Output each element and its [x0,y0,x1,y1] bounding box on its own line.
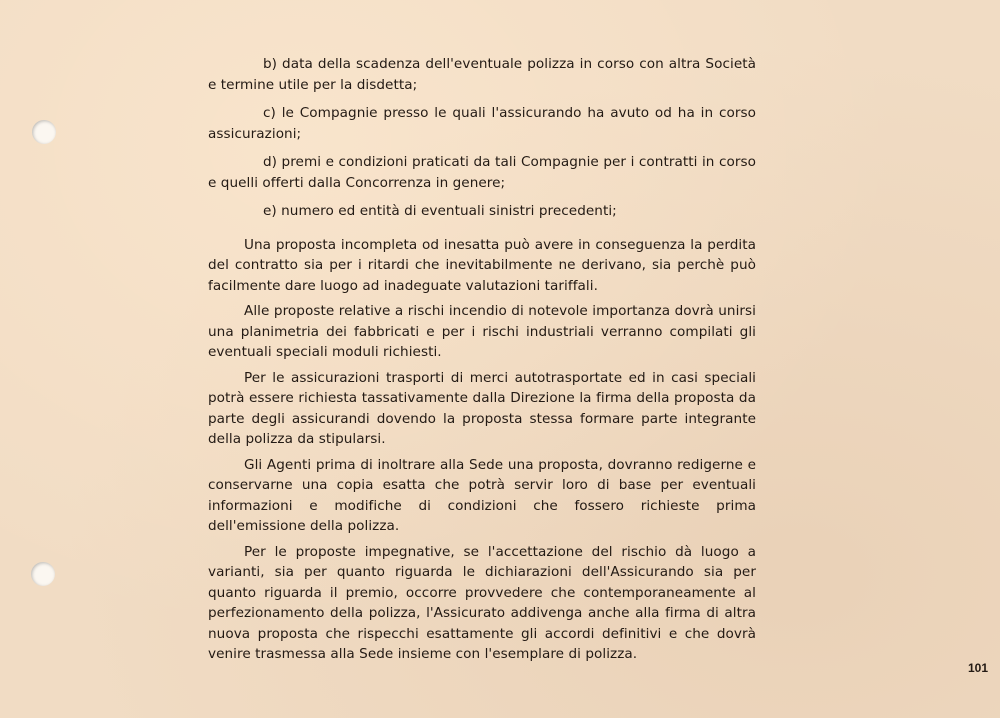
list-item-c: c) le Compagnie presso le quali l'assicurando ha avuto od ha in corso assicurazioni; [208,105,756,142]
paragraph-agents-copy: Gli Agenti prima di inoltrare alla Sede una proposta, dovranno redigerne e conservarne una copia esatta che potrà servir loro di base per eventuali informazioni e modifiche di condizioni che fossero richieste prima dell'emissione della polizza. [208,456,756,534]
paragraph-binding-proposals: Per le proposte impegnative, se l'accettazione del rischio dà luogo a varianti, sia per quanto riguarda le dichiarazioni dell'Assicurando sia per quanto riguarda il premio, occorre provvedere che contemporaneamente al perfezionamento della polizza, l'Assicurato addivenga anche alla firma di altra nuova proposta che rispecchi esattamente gli accordi definitivi e che dovrà venire trasmessa alla Sede insieme con l'esemplare di polizza. [208,543,756,662]
list-item-d: d) premi e condizioni praticati da tali Compagnie per i contratti in corso e quelli offerti dalla Concorrenza in genere; [208,154,756,191]
list-item-b: b) data della scadenza dell'eventuale polizza in corso con altra Società e termine utile per la disdetta; [208,56,756,93]
binder-hole-top [32,120,56,144]
paragraph-incomplete-proposal: Una proposta incompleta od inesatta può avere in conseguenza la perdita del contratto sia per i ritardi che inevitabilmente ne derivano, sia perchè può facilmente dare luogo ad inadeguate valutazioni tariffali. [208,236,756,294]
binder-hole-bottom [31,562,55,586]
paragraph-transport-insurance: Per le assicurazioni trasporti di merci autotrasportate ed in casi speciali potrà essere richiesta tassativamente dalla Direzione la firma della proposta da parte degli assicurandi dovendo la proposta stessa formare parte integrante della polizza da stipularsi. [208,369,756,447]
body-text [208,54,756,670]
list-item-e: e) numero ed entità di eventuali sinistri precedenti; [263,203,617,219]
paragraph-fire-risks: Alle proposte relative a rischi incendio di notevole importanza dovrà unirsi una planimetria dei fabbricati e per i rischi industriali verranno compilati gli eventuali speciali moduli richiesti. [208,303,756,360]
page-number: 101 [967,661,988,675]
